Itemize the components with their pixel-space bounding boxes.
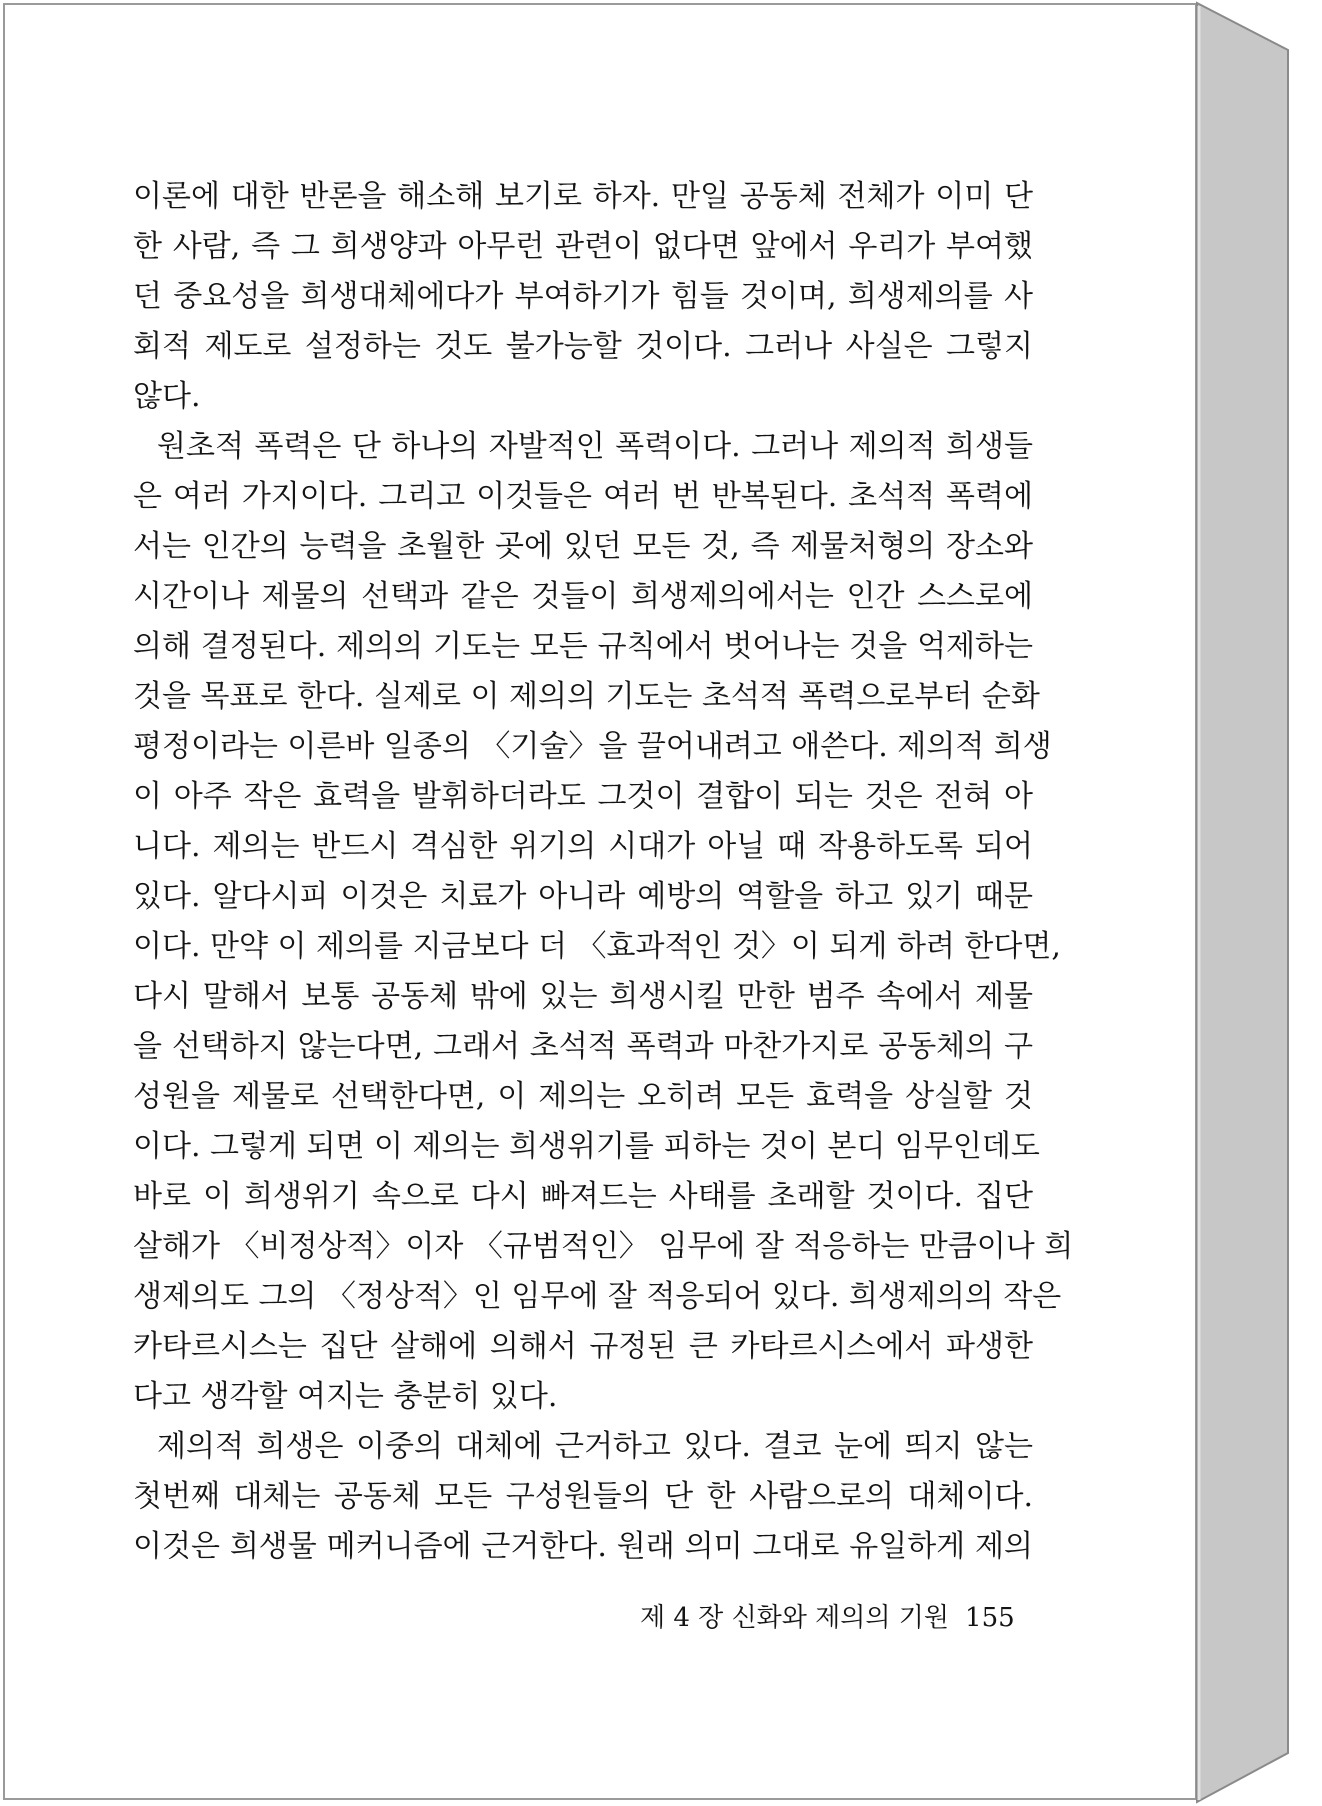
page-stack-side xyxy=(1197,3,1288,1802)
text-line: 서는 인간의 능력을 초월한 곳에 있던 모든 것, 즉 제물처형의 장소와 xyxy=(133,529,1033,564)
text-line: 시간이나 제물의 선택과 같은 것들이 희생제의에서는 인간 스스로에 xyxy=(133,579,1033,614)
text-line: 살해가 〈비정상적〉이자 〈규범적인〉 임무에 잘 적응하는 만큼이나 희 xyxy=(133,1229,1074,1264)
text-line: 성원을 제물로 선택한다면, 이 제의는 오히려 모든 효력을 상실할 것 xyxy=(133,1079,1033,1114)
text-line: 않다. xyxy=(133,379,201,414)
text-line: 을 선택하지 않는다면, 그래서 초석적 폭력과 마찬가지로 공동체의 구 xyxy=(133,1029,1033,1064)
text-line: 이것은 희생물 메커니즘에 근거한다. 원래 의미 그대로 유일하게 제의 xyxy=(133,1529,1033,1564)
text-line: 평정이라는 이른바 일종의 〈기술〉을 끌어내려고 애쓴다. 제의적 희생 xyxy=(133,729,1052,764)
text-line: 이 아주 작은 효력을 발휘하더라도 그것이 결합이 되는 것은 전혀 아 xyxy=(133,779,1033,814)
text-line: 다고 생각할 여지는 충분히 있다. xyxy=(133,1379,558,1414)
text-line: 첫번째 대체는 공동체 모든 구성원들의 단 한 사람으로의 대체이다. xyxy=(133,1479,1033,1514)
text-line: 의해 결정된다. 제의의 기도는 모든 규칙에서 벗어나는 것을 억제하는 xyxy=(133,629,1033,664)
text-line: 바로 이 희생위기 속으로 다시 빠져드는 사태를 초래할 것이다. 집단 xyxy=(133,1179,1033,1214)
text-line: 이론에 대한 반론을 해소해 보기로 하자. 만일 공동체 전체가 이미 단 xyxy=(133,179,1033,214)
text-line: 던 중요성을 희생대체에다가 부여하기가 힘들 것이며, 희생제의를 사 xyxy=(133,279,1033,314)
text-line: 니다. 제의는 반드시 격심한 위기의 시대가 아닐 때 작용하도록 되어 xyxy=(133,829,1033,864)
text-line: 한 사람, 즉 그 희생양과 아무런 관련이 없다면 앞에서 우리가 부여했 xyxy=(133,229,1033,264)
text-line: 이다. 만약 이 제의를 지금보다 더 〈효과적인 것〉이 되게 하려 한다면, xyxy=(133,929,1061,964)
text-line: 생제의도 그의 〈정상적〉인 임무에 잘 적응되어 있다. 희생제의의 작은 xyxy=(133,1279,1062,1314)
text-line: 이다. 그렇게 되면 이 제의는 희생위기를 피하는 것이 본디 임무인데도 xyxy=(133,1129,1040,1164)
running-footer xyxy=(640,1597,1020,1634)
text-line: 다시 말해서 보통 공동체 밖에 있는 희생시킬 만한 범주 속에서 제물 xyxy=(133,979,1033,1014)
text-line: 제의적 희생은 이중의 대체에 근거하고 있다. 결코 눈에 띄지 않는 xyxy=(157,1429,1033,1464)
text-line: 있다. 알다시피 이것은 치료가 아니라 예방의 역할을 하고 있기 때문 xyxy=(133,879,1033,914)
text-line: 것을 목표로 한다. 실제로 이 제의의 기도는 초석적 폭력으로부터 순화 xyxy=(133,679,1040,714)
text-line: 은 여러 가지이다. 그리고 이것들은 여러 번 반복된다. 초석적 폭력에 xyxy=(133,479,1033,514)
text-line: 회적 제도로 설정하는 것도 불가능할 것이다. 그러나 사실은 그렇지 xyxy=(133,329,1033,364)
body-text xyxy=(133,172,1074,1572)
text-line: 원초적 폭력은 단 하나의 자발적인 폭력이다. 그러나 제의적 희생들 xyxy=(157,429,1033,464)
chapter-title: 제 4 장 신화와 제의의 기원 xyxy=(640,1603,950,1633)
text-line: 카타르시스는 집단 살해에 의해서 규정된 큰 카타르시스에서 파생한 xyxy=(133,1329,1033,1364)
page-number: 155 xyxy=(965,1603,1015,1633)
